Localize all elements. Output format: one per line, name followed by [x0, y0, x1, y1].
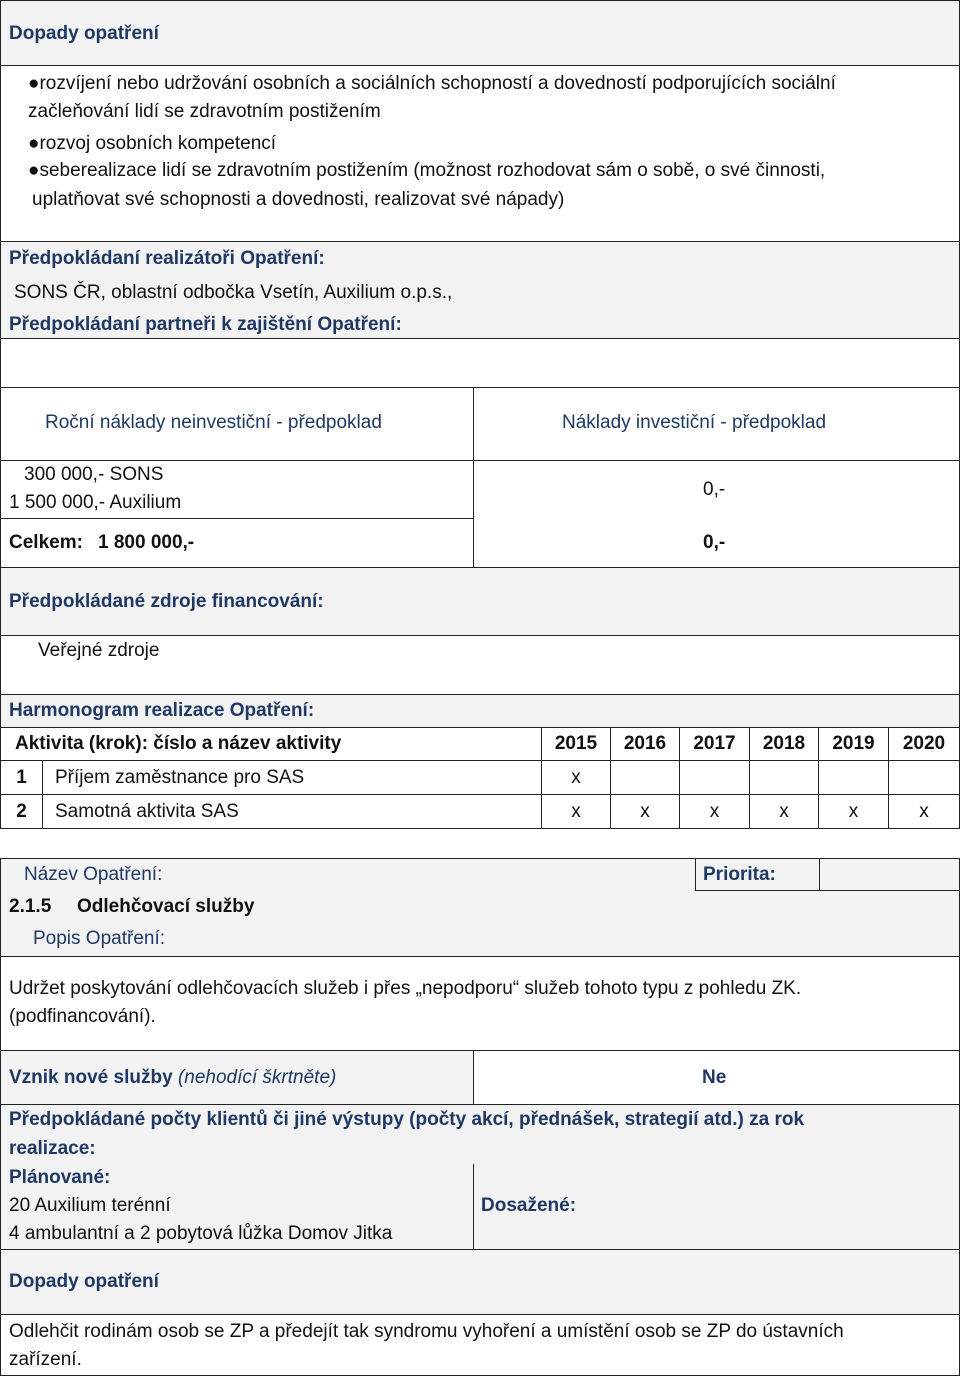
year-header	[610, 727, 680, 761]
year-2017: 2017	[693, 733, 736, 754]
new-service-value: Ne	[702, 1067, 727, 1088]
new-service-label	[9, 1064, 336, 1092]
mark-text: x	[709, 800, 720, 822]
year-header	[888, 727, 960, 761]
investment-costs-header: Náklady investiční - předpoklad	[562, 412, 827, 433]
schedule-row-activity	[42, 794, 542, 829]
new-service-label-note: (nehodící škrtněte)	[177, 1067, 337, 1088]
description-text: Udržet poskytování odlehčovacích služeb i přes „nepodporu“ služeb tohoto typu z pohledu ZK.	[9, 978, 802, 999]
year-2019: 2019	[832, 733, 875, 754]
priority-value-cell	[819, 858, 960, 891]
costs-total-line	[0, 518, 473, 519]
schedule-mark	[749, 760, 819, 795]
noninvestment-costs-header: Roční náklady neinvestiční - předpoklad	[45, 412, 382, 433]
year-2016: 2016	[623, 733, 667, 754]
schedule-mark	[541, 760, 611, 795]
noninvestment-cost-auxilium: 1 500 000,- Auxilium	[9, 492, 182, 513]
costs-divider	[473, 387, 474, 568]
year-2015: 2015	[554, 733, 598, 754]
achieved-label: Dosažené:	[481, 1195, 577, 1216]
new-service-label-bold: Vznik nové služby	[9, 1067, 173, 1088]
mark-text: x	[779, 800, 789, 822]
schedule-activity-header	[0, 727, 542, 761]
mark-text: x	[848, 800, 859, 822]
investment-cost-value: 0,-	[703, 479, 726, 500]
year-header	[541, 727, 611, 761]
schedule-activity-header-text: Aktivita (krok): číslo a název aktivity	[15, 733, 342, 754]
schedule-row-activity	[42, 760, 542, 795]
bullet-item: ●seberealizace lidí se zdravotním postižením (možnost rozhodovat sám o sobě, o své činnosti,	[28, 160, 826, 181]
outputs-divider	[473, 1164, 474, 1250]
description-text-cont: (podfinancování).	[9, 1006, 156, 1027]
impacts2-text: Odlehčit rodinám osob se ZP a předejít tak syndromu vyhoření a umístění osob se ZP do ústavních	[9, 1321, 844, 1342]
schedule-mark	[610, 760, 680, 795]
schedule-mark	[541, 794, 611, 829]
schedule-row-number	[0, 794, 43, 829]
partners-value-box	[0, 338, 960, 388]
bullet-item-cont: začleňování lidí se zdravotním postižením	[28, 101, 381, 122]
measure-title: Odlehčovací služby	[77, 896, 255, 917]
partners-label: Předpokládaní partneři k zajištění Opatření:	[9, 314, 402, 335]
noninvestment-cost-sons: 300 000,- SONS	[24, 464, 164, 485]
row-number-text: 2	[16, 800, 27, 822]
outputs-label: Předpokládané počty klientů či jiné výstupy (počty akcí, přednášek, strategií atd.) za rok	[9, 1109, 805, 1130]
implementers-value: SONS ČR, oblastní odbočka Vsetín, Auxilium o.p.s.,	[14, 282, 453, 303]
row-activity-text: Příjem zaměstnance pro SAS	[55, 766, 305, 788]
outputs-label-cont: realizace:	[9, 1138, 96, 1159]
mark-text: x	[571, 766, 581, 788]
bullet-text: rozvíjení nebo udržování osobních a sociálních schopností a dovedností podporujících sociální	[39, 73, 836, 94]
mark-text: x	[919, 800, 929, 822]
measure-name-label: Název Opatření:	[24, 864, 163, 885]
total-noninvestment: 1 800 000,-	[98, 532, 195, 553]
schedule-mark	[818, 760, 889, 795]
schedule-mark	[610, 794, 680, 829]
description-label: Popis Opatření:	[33, 928, 166, 949]
planned-label: Plánované:	[9, 1167, 111, 1188]
impacts-heading: Dopady opatření	[9, 23, 159, 44]
schedule-label: Harmonogram realizace Opatření:	[9, 700, 315, 721]
schedule-mark	[818, 794, 889, 829]
year-header	[679, 727, 750, 761]
year-header	[818, 727, 889, 761]
planned-value-1: 20 Auxilium terénní	[9, 1195, 171, 1216]
bullet-item-cont: uplatňovat své schopnosti a dovednosti, realizovat své nápady)	[32, 189, 565, 210]
measure-code: 2.1.5	[9, 896, 52, 917]
schedule-row-number	[0, 760, 43, 795]
schedule-mark	[888, 760, 960, 795]
funding-value: Veřejné zdroje	[38, 640, 160, 661]
bullet-item: ●rozvoj osobních kompetencí	[28, 133, 277, 154]
row-number-text: 1	[16, 766, 27, 788]
bullet-text: seberealizace lidí se zdravotním postižením (možnost rozhodovat sám o sobě, o své činnosti,	[39, 160, 826, 181]
bullet-item: ●rozvíjení nebo udržování osobních a sociálních schopností a dovedností podporujících sociální	[28, 73, 836, 94]
total-investment: 0,-	[703, 532, 726, 553]
year-header	[749, 727, 819, 761]
planned-value-2: 4 ambulantní a 2 pobytová lůžka Domov Jitka	[9, 1223, 393, 1244]
implementers-label: Předpokládaní realizátoři Opatření:	[9, 248, 325, 269]
year-2020: 2020	[902, 733, 946, 754]
schedule-mark	[749, 794, 819, 829]
mark-text: x	[640, 800, 650, 822]
priority-label: Priorita:	[703, 864, 776, 885]
impacts2-text-cont: zařízení.	[9, 1349, 82, 1370]
row-activity-text: Samotná aktivita SAS	[55, 800, 239, 822]
schedule-mark	[888, 794, 960, 829]
year-2018: 2018	[762, 733, 806, 754]
schedule-mark	[679, 760, 750, 795]
funding-label: Předpokládané zdroje financování:	[9, 591, 324, 612]
schedule-mark	[679, 794, 750, 829]
bullet-text: rozvoj osobních kompetencí	[39, 133, 277, 154]
total-label: Celkem:	[9, 532, 83, 553]
mark-text: x	[571, 800, 581, 822]
impacts2-heading: Dopady opatření	[9, 1271, 159, 1292]
